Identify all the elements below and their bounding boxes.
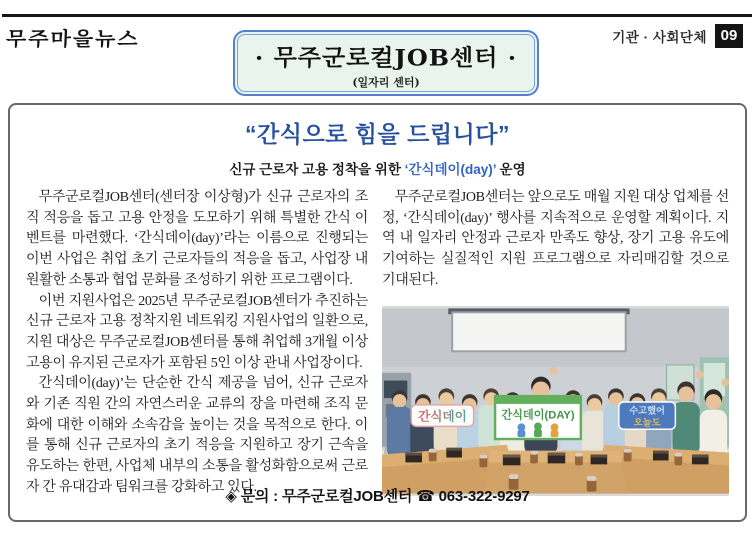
paragraph: 간식데이(day)’는 단순한 간식 제공을 넘어, 신규 근로자와 기존 직원 간의 자연스러운 교류의 장을 마련해 조직 문화에 대한 이해와 소속감을 높이는 것을 목적으로 한다. 이를 통해 신규 근로자의 초기 적응을 지원하고 장기 근속을 유도하는 한편, 사업체 내부의 소통을 활성화함으로써 근로자 간 유대감과 팀워크를 강화하고 있다. — [26, 376, 368, 495]
article-columns — [26, 188, 729, 499]
badge-subtitle: (일자리 센터) — [352, 76, 420, 89]
section-header — [612, 24, 743, 48]
page-number-badge: 09 — [715, 24, 743, 48]
article-box — [8, 103, 747, 522]
banner-center-text: 간식데이(DAY) — [501, 409, 575, 422]
newspaper-logo: 무주마을뉴스 — [5, 26, 141, 50]
center-title-badge — [233, 30, 539, 96]
sign-right-line1: 수고했어 — [629, 405, 665, 416]
subhead-suffix: 운영 — [496, 162, 526, 177]
group-photo-illustration — [382, 306, 729, 496]
section-label: 기관 · 사회단체 — [612, 30, 707, 45]
sign-left-text: 간식데이 — [417, 409, 467, 424]
projector-screen — [452, 312, 626, 351]
snack-day-sign-left — [411, 404, 473, 425]
article-headline: “간식으로 힘을 드립니다” — [245, 121, 510, 147]
subhead-highlight: ‘간식데이(day)’ — [404, 162, 497, 177]
paragraph: 무주군로컬JOB센터는 앞으로도 매월 지원 대상 업체를 선정, ‘간식데이(day)’ 행사를 지속적으로 운영할 계획이다. 지역 내 일자리 안정과 근로자 만족도 향상, 장기 고용 유도에 기여하는 실질적인 지원 프로그램으로 자리매김할 것으로 기대된다. — [382, 190, 729, 288]
left-column — [26, 188, 368, 499]
contact-line: ◈ 문의 : 무주군로컬JOB센터 ☎ 063-322-9297 — [225, 488, 530, 505]
snack-day-banner-center — [495, 396, 581, 439]
top-rule — [2, 14, 752, 17]
article-subhead — [10, 158, 745, 178]
right-column — [382, 188, 729, 499]
subhead-prefix: 신규 근로자 고용 정착을 위한 — [229, 162, 405, 177]
group-photo — [382, 306, 729, 496]
badge-title: · 무주군로컬JOB센터 · — [254, 43, 518, 72]
paragraph: 이번 지원사업은 2025년 무주군로컬JOB센터가 추진하는 신규 근로자 고용 정착지원 네트워킹 지원사업의 일환으로, 지원 대상은 무주군로컬JOB센터를 통해 취업해 3개월 이상 고용이 유지된 근로자가 포함된 5인 이상 관내 사업장이다. — [26, 293, 368, 371]
paragraph: 무주군로컬JOB센터(센터장 이상형)가 신규 근로자의 조직 적응을 돕고 고용 안정을 도모하기 위해 특별한 간식 이벤트를 마련했다. ‘간식데이(day)’라는 이름으로 진행되는 이번 사업은 취업 초기 근로자들의 적응을 돕고, 사업장 내 원활한 소통과 협업 문화를 조성하기 위한 프로그램이다. — [26, 190, 368, 288]
sign-right-line2: 오늘도 — [633, 416, 661, 427]
cheer-sign-right — [619, 401, 676, 428]
